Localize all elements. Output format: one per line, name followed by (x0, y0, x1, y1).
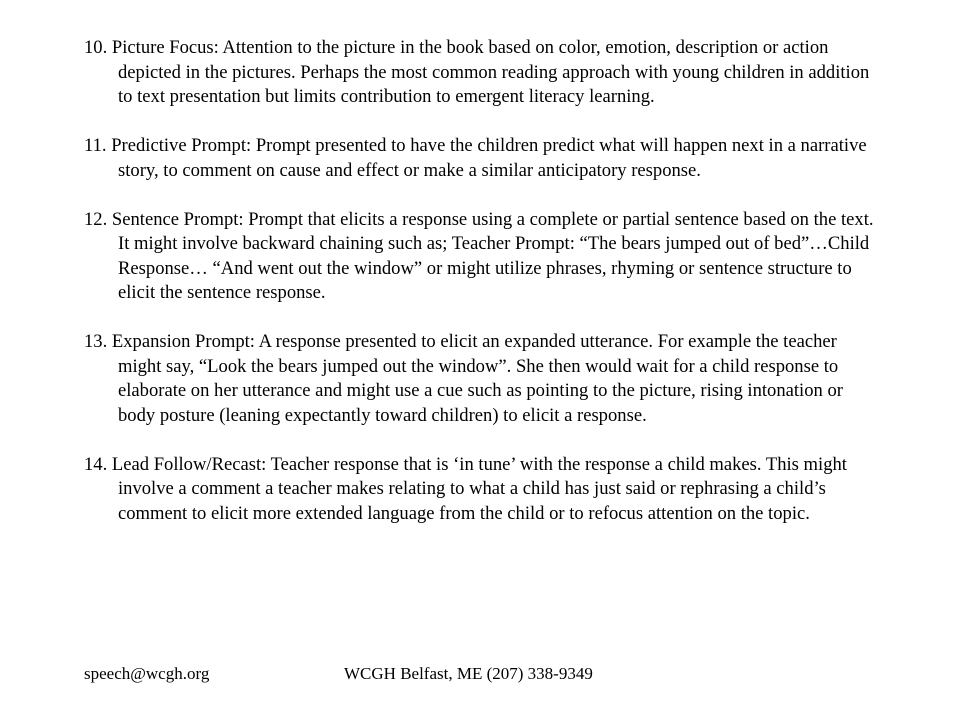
item-number: 12. (84, 208, 108, 230)
definition-item-13 (84, 330, 884, 428)
item-text: Expansion Prompt: A response presented to elicit an expanded utterance. For example the teacher might say, “Look the bears jumped out the window”. She then would wait for a child response to elaborate on her utterance and might use a cue such as pointing to the picture, rising intonation or body posture (leaning expectantly toward children) to elicit a response. (111, 331, 843, 426)
definition-item-11 (84, 134, 884, 183)
item-text: Sentence Prompt: Prompt that elicits a response using a complete or partial sentence based on the text. It might involve backward chaining such as; Teacher Prompt: “The bears jumped out of bed”…Child Response… “And went out the window” or might utilize phrases, rhyming or sentence structure to elicit the sentence response. (111, 208, 874, 303)
item-number: 13. (84, 331, 108, 352)
definition-item-10 (84, 36, 884, 110)
definitions-list (84, 36, 884, 551)
footer-email: speech@wcgh.org (84, 664, 210, 683)
item-text: Lead Follow/Recast: Teacher response that is ‘in tune’ with the response a child makes. This might involve a comment a teacher makes relating to what a child has just said or rephrasing a child’s comment to elicit more extended language from the child or to refocus attention on the topic. (111, 453, 847, 524)
item-number: 11. (84, 135, 107, 156)
definition-item-14 (84, 453, 884, 527)
item-text: Predictive Prompt: Prompt presented to have the children predict what will happen next in a narrative story, to comment on cause and effect or make a similar anticipatory response. (111, 135, 867, 181)
item-number: 10. (84, 37, 108, 58)
item-number: 14. (84, 453, 108, 475)
item-text: Picture Focus: Attention to the picture in the book based on color, emotion, description or action depicted in the pictures. Perhaps the most common reading approach with young children in addition to text presentation but limits contribution to emergent literacy learning. (111, 37, 870, 107)
footer-organization: WCGH Belfast, ME (207) 338-9349 (344, 664, 593, 683)
definition-item-12 (84, 208, 884, 306)
